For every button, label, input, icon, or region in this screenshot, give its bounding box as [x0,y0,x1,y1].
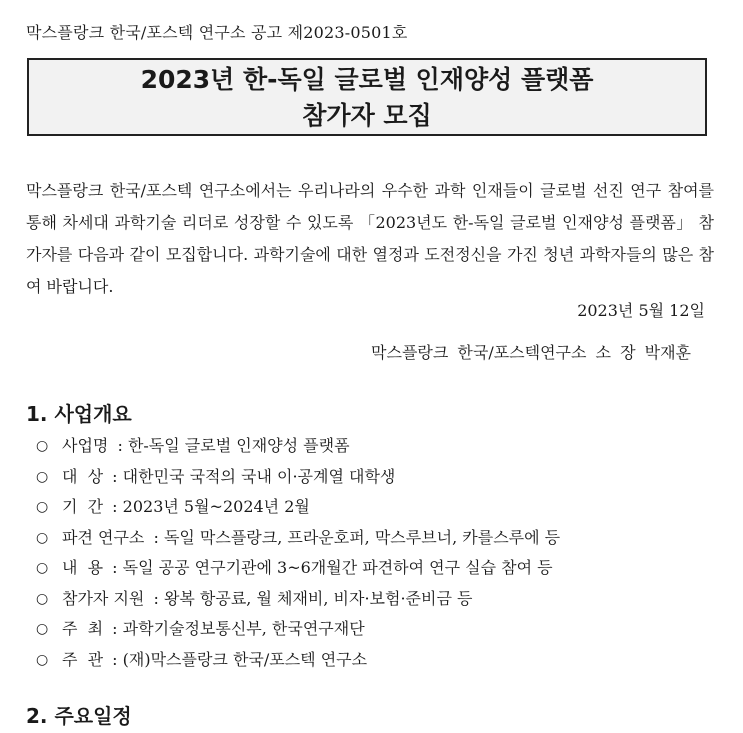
list-item: ○ 파견 연구소 : 독일 막스플랑크, 프라운호퍼, 막스루브너, 카를스루에 등 [36,524,716,555]
item-text: 2023년 5월~2024년 2월 [122,497,310,516]
list-item: ○ 내 용 : 독일 공공 연구기관에 3~6개월간 파견하여 연구 실습 참여 등 [36,554,716,585]
item-text: 과학기술정보통신부, 한국연구재단 [122,619,365,638]
item-label: 파견 연구소 [62,527,145,547]
item-label: 주 최 [62,619,104,638]
list-item: ○ 대 상 : 대한민국 국적의 국내 이·공계열 대학생 [36,463,716,494]
list-item: ○ 주 관 : (재)막스플랑크 한국/포스텍 연구소 [36,646,716,677]
signer: 막스플랑크 한국/포스텍연구소 소 장 박재훈 [371,343,691,362]
item-label: 내 용 [62,558,104,577]
item-label: 주 관 [62,649,104,669]
intro-paragraph: 막스플랑크 한국/포스텍 연구소에서는 우리나라의 우수한 과학 인재들이 글로벌 선진 연구 참여를 통해 차세대 과학기술 리더로 성장할 수 있도록 「2023년도 한-독일 글로벌 인재양성 플랫폼」 참가자를 다음과 같이 모집합니다. 과학기술에 대한 열정과 도전정신을 가진 청년 과학자들의 많은 참여 바랍니다. [26,181,714,296]
list-item: ○ 사업명 : 한-독일 글로벌 인재양성 플랫폼 [36,432,716,463]
bullet-icon: ○ [36,468,49,485]
bullet-icon: ○ [36,560,49,576]
bullet-icon: ○ [36,499,49,515]
item-text: 왕복 항공료, 월 체재비, 비자·보험·준비금 등 [163,588,473,608]
item-text: 한-독일 글로벌 인재양성 플랫폼 [127,436,350,455]
title-line-1: 2023년 한-독일 글로벌 인재양성 플랫폼 [140,65,594,94]
title-box [27,58,707,136]
item-text: (재)막스플랑크 한국/포스텍 연구소 [122,649,368,669]
item-label: 참가자 지원 [62,588,145,608]
list-item: ○ 참가자 지원 : 왕복 항공료, 월 체재비, 비자·보험·준비금 등 [36,585,716,616]
item-label: 기 간 [62,497,104,516]
list-item: ○ 주 최 : 과학기술정보통신부, 한국연구재단 [36,615,716,646]
item-label: 사업명 [62,436,109,455]
bullet-icon: ○ [36,621,49,637]
list-item: ○ 기 간 : 2023년 5월~2024년 2월 [36,493,716,524]
bullet-icon: ○ [36,590,49,607]
notice-number: 막스플랑크 한국/포스텍 연구소 공고 제2023-0501호 [26,23,408,42]
notice-date: 2023년 5월 12일 [577,301,705,320]
section-heading-overview: 1. 사업개요 [26,402,132,426]
item-label: 대 상 [62,466,104,486]
overview-list [36,432,716,676]
bullet-icon: ○ [36,438,49,454]
item-text: 대한민국 국적의 국내 이·공계열 대학생 [122,466,396,486]
item-text: 독일 막스플랑크, 프라운호퍼, 막스루브너, 카를스루에 등 [163,527,561,547]
section-heading-schedule: 2. 주요일정 [26,704,132,728]
title-line-2: 참가자 모집 [302,101,432,130]
item-text: 독일 공공 연구기관에 3~6개월간 파견하여 연구 실습 참여 등 [122,558,553,577]
bullet-icon: ○ [36,529,49,546]
bullet-icon: ○ [36,651,49,668]
